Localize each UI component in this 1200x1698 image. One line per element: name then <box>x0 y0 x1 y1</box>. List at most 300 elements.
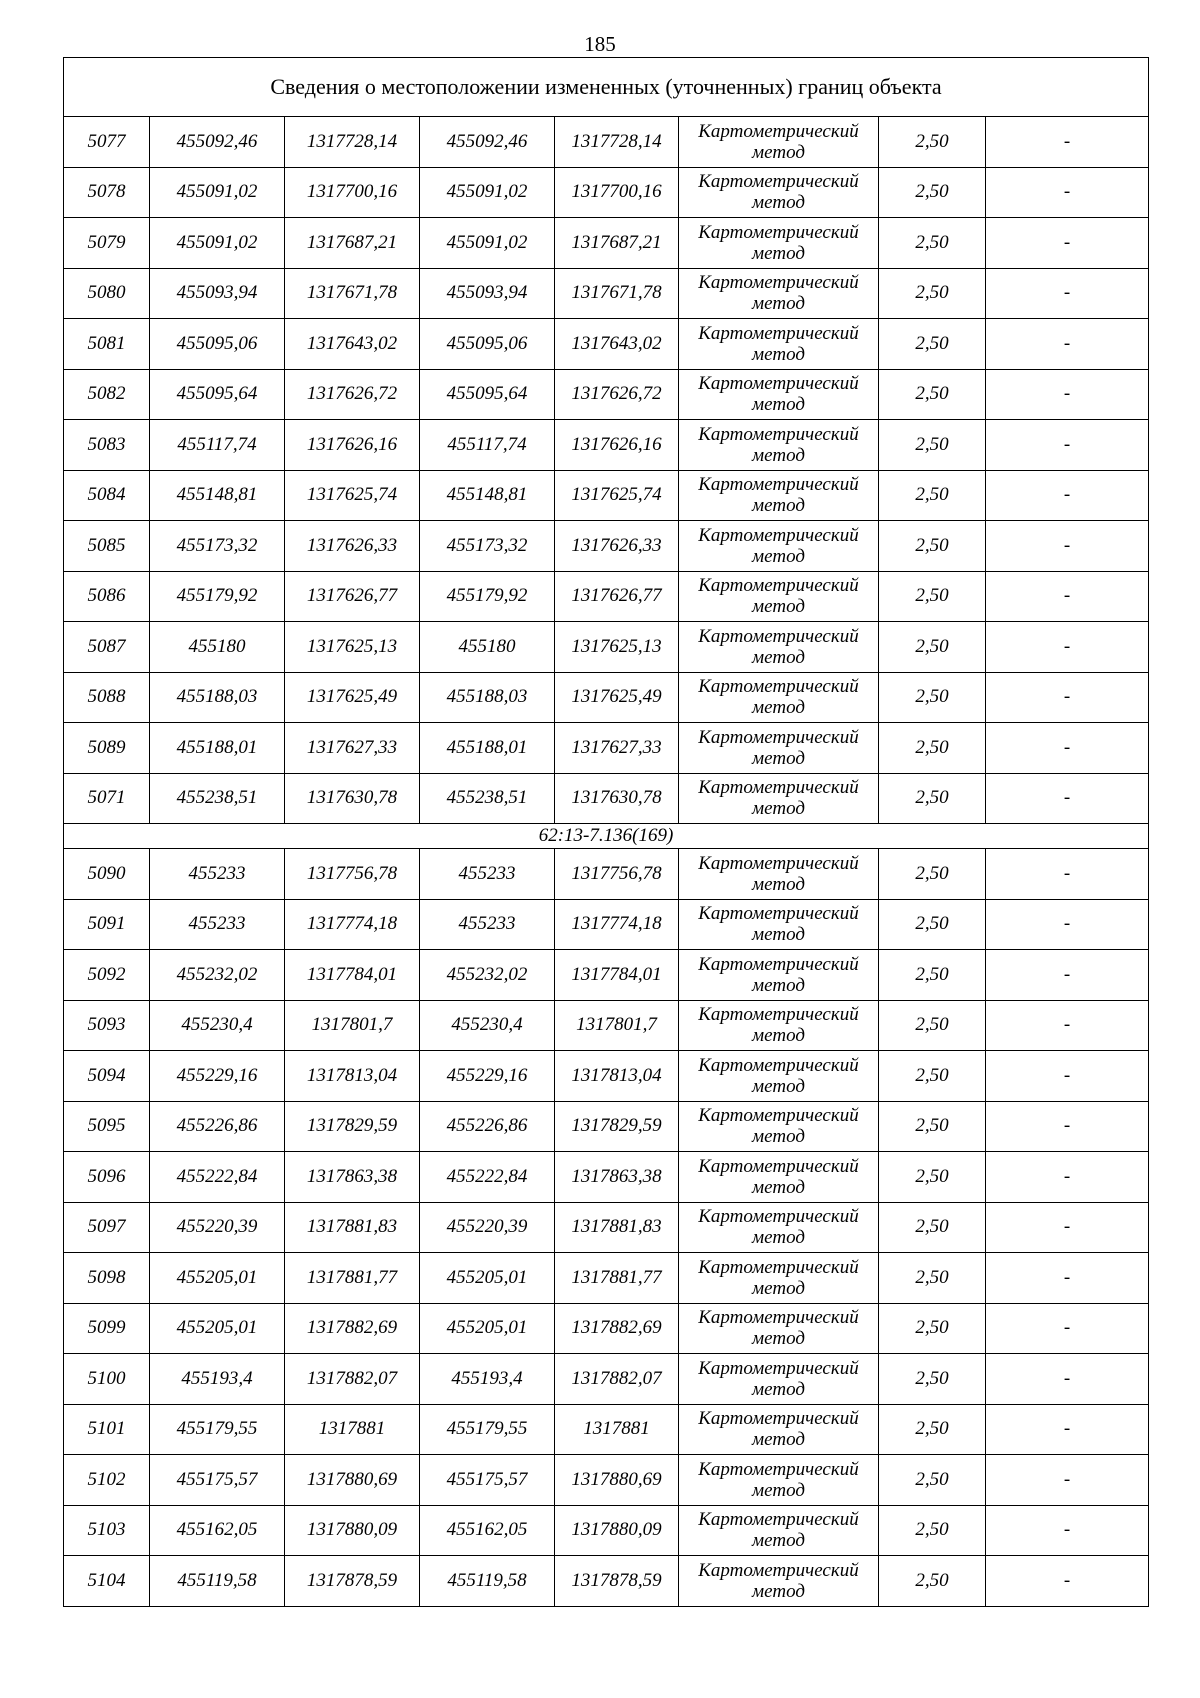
method-cell <box>679 1354 879 1405</box>
method-cell <box>679 1556 879 1607</box>
method-cell <box>679 849 879 900</box>
y-existing-cell: 1317829,59 <box>285 1101 420 1152</box>
method-line-1: Картометрический <box>698 423 859 445</box>
accuracy-cell: 2,50 <box>879 1152 986 1203</box>
note-cell: - <box>986 1354 1149 1405</box>
note-cell: - <box>986 622 1149 673</box>
accuracy-cell: 2,50 <box>879 420 986 471</box>
method-line-1: Картометрический <box>698 171 859 193</box>
method-cell <box>679 369 879 420</box>
table-row <box>64 218 1149 269</box>
note-cell: - <box>986 1505 1149 1556</box>
note-cell: - <box>986 521 1149 572</box>
x-existing-cell: 455095,06 <box>150 319 285 370</box>
y-new-cell: 1317626,33 <box>555 521 679 572</box>
point-number-cell: 5097 <box>64 1202 150 1253</box>
method-line-2: метод <box>752 1530 805 1552</box>
y-existing-cell: 1317801,7 <box>285 1000 420 1051</box>
table-row <box>64 167 1149 218</box>
note-cell: - <box>986 950 1149 1001</box>
accuracy-cell: 2,50 <box>879 1455 986 1506</box>
method-line-2: метод <box>752 1075 805 1097</box>
y-existing-cell: 1317626,33 <box>285 521 420 572</box>
x-existing-cell: 455188,01 <box>150 723 285 774</box>
method-line-2: метод <box>752 924 805 946</box>
x-new-cell: 455095,06 <box>420 319 555 370</box>
method-line-1: Картометрический <box>698 726 859 748</box>
accuracy-cell: 2,50 <box>879 1505 986 1556</box>
accuracy-cell: 2,50 <box>879 672 986 723</box>
x-new-cell: 455119,58 <box>420 1556 555 1607</box>
method-line-2: метод <box>752 1227 805 1249</box>
accuracy-cell: 2,50 <box>879 622 986 673</box>
method-line-2: метод <box>752 545 805 567</box>
x-existing-cell: 455205,01 <box>150 1303 285 1354</box>
method-cell <box>679 1202 879 1253</box>
method-cell <box>679 117 879 168</box>
y-new-cell: 1317880,69 <box>555 1455 679 1506</box>
point-number-cell: 5078 <box>64 167 150 218</box>
method-line-1: Картометрический <box>698 1408 859 1430</box>
method-line-2: метод <box>752 293 805 315</box>
x-new-cell: 455091,02 <box>420 167 555 218</box>
table-row <box>64 622 1149 673</box>
method-line-1: Картометрический <box>698 1307 859 1329</box>
table-row <box>64 117 1149 168</box>
y-new-cell: 1317728,14 <box>555 117 679 168</box>
point-number-cell: 5087 <box>64 622 150 673</box>
point-number-cell: 5084 <box>64 470 150 521</box>
note-cell: - <box>986 849 1149 900</box>
y-new-cell: 1317756,78 <box>555 849 679 900</box>
method-line-2: метод <box>752 1580 805 1602</box>
x-new-cell: 455222,84 <box>420 1152 555 1203</box>
point-number-cell: 5091 <box>64 899 150 950</box>
accuracy-cell: 2,50 <box>879 117 986 168</box>
point-number-cell: 5083 <box>64 420 150 471</box>
y-new-cell: 1317630,78 <box>555 773 679 824</box>
method-line-2: метод <box>752 343 805 365</box>
note-cell: - <box>986 1455 1149 1506</box>
accuracy-cell: 2,50 <box>879 1404 986 1455</box>
accuracy-cell: 2,50 <box>879 1000 986 1051</box>
x-new-cell: 455205,01 <box>420 1253 555 1304</box>
note-cell: - <box>986 167 1149 218</box>
y-new-cell: 1317882,69 <box>555 1303 679 1354</box>
method-line-2: метод <box>752 747 805 769</box>
x-new-cell: 455232,02 <box>420 950 555 1001</box>
section-row <box>64 824 1149 849</box>
accuracy-cell: 2,50 <box>879 1101 986 1152</box>
method-line-2: метод <box>752 242 805 264</box>
method-line-2: метод <box>752 873 805 895</box>
y-existing-cell: 1317627,33 <box>285 723 420 774</box>
y-new-cell: 1317880,09 <box>555 1505 679 1556</box>
method-cell <box>679 420 879 471</box>
method-cell <box>679 622 879 673</box>
y-existing-cell: 1317630,78 <box>285 773 420 824</box>
y-new-cell: 1317625,13 <box>555 622 679 673</box>
x-existing-cell: 455095,64 <box>150 369 285 420</box>
y-existing-cell: 1317626,72 <box>285 369 420 420</box>
method-line-1: Картометрический <box>698 373 859 395</box>
point-number-cell: 5089 <box>64 723 150 774</box>
y-new-cell: 1317700,16 <box>555 167 679 218</box>
method-cell <box>679 1101 879 1152</box>
method-cell <box>679 319 879 370</box>
method-line-2: метод <box>752 697 805 719</box>
y-existing-cell: 1317863,38 <box>285 1152 420 1203</box>
point-number-cell: 5102 <box>64 1455 150 1506</box>
table-row <box>64 1455 1149 1506</box>
x-existing-cell: 455238,51 <box>150 773 285 824</box>
point-number-cell: 5098 <box>64 1253 150 1304</box>
y-new-cell: 1317625,74 <box>555 470 679 521</box>
point-number-cell: 5104 <box>64 1556 150 1607</box>
coordinates-table <box>63 57 1149 1607</box>
y-new-cell: 1317813,04 <box>555 1051 679 1102</box>
x-new-cell: 455175,57 <box>420 1455 555 1506</box>
note-cell: - <box>986 773 1149 824</box>
point-number-cell: 5077 <box>64 117 150 168</box>
method-cell <box>679 899 879 950</box>
note-cell: - <box>986 1000 1149 1051</box>
x-new-cell: 455220,39 <box>420 1202 555 1253</box>
x-existing-cell: 455119,58 <box>150 1556 285 1607</box>
y-existing-cell: 1317882,07 <box>285 1354 420 1405</box>
point-number-cell: 5079 <box>64 218 150 269</box>
table-row <box>64 571 1149 622</box>
y-existing-cell: 1317687,21 <box>285 218 420 269</box>
method-line-2: метод <box>752 798 805 820</box>
point-number-cell: 5071 <box>64 773 150 824</box>
method-line-2: метод <box>752 192 805 214</box>
table-row <box>64 1556 1149 1607</box>
method-line-1: Картометрический <box>698 120 859 142</box>
method-cell <box>679 1152 879 1203</box>
accuracy-cell: 2,50 <box>879 773 986 824</box>
x-existing-cell: 455188,03 <box>150 672 285 723</box>
x-new-cell: 455148,81 <box>420 470 555 521</box>
y-existing-cell: 1317882,69 <box>285 1303 420 1354</box>
note-cell: - <box>986 1556 1149 1607</box>
method-line-2: метод <box>752 1479 805 1501</box>
accuracy-cell: 2,50 <box>879 218 986 269</box>
y-new-cell: 1317801,7 <box>555 1000 679 1051</box>
table-row <box>64 773 1149 824</box>
note-cell: - <box>986 1253 1149 1304</box>
method-line-2: метод <box>752 1025 805 1047</box>
table-row <box>64 1354 1149 1405</box>
x-existing-cell: 455233 <box>150 899 285 950</box>
y-new-cell: 1317626,72 <box>555 369 679 420</box>
table-row <box>64 470 1149 521</box>
accuracy-cell: 2,50 <box>879 1354 986 1405</box>
y-existing-cell: 1317881 <box>285 1404 420 1455</box>
method-line-1: Картометрический <box>698 322 859 344</box>
method-cell <box>679 1303 879 1354</box>
note-cell: - <box>986 1152 1149 1203</box>
method-line-1: Картометрический <box>698 1458 859 1480</box>
accuracy-cell: 2,50 <box>879 521 986 572</box>
y-new-cell: 1317626,77 <box>555 571 679 622</box>
method-cell <box>679 950 879 1001</box>
method-line-1: Картометрический <box>698 1155 859 1177</box>
y-existing-cell: 1317625,74 <box>285 470 420 521</box>
table-row <box>64 672 1149 723</box>
method-line-2: метод <box>752 1378 805 1400</box>
x-new-cell: 455238,51 <box>420 773 555 824</box>
point-number-cell: 5092 <box>64 950 150 1001</box>
y-existing-cell: 1317700,16 <box>285 167 420 218</box>
note-cell: - <box>986 1101 1149 1152</box>
y-existing-cell: 1317881,77 <box>285 1253 420 1304</box>
point-number-cell: 5081 <box>64 319 150 370</box>
x-new-cell: 455233 <box>420 899 555 950</box>
x-new-cell: 455188,01 <box>420 723 555 774</box>
y-existing-cell: 1317643,02 <box>285 319 420 370</box>
x-new-cell: 455226,86 <box>420 1101 555 1152</box>
y-new-cell: 1317784,01 <box>555 950 679 1001</box>
x-new-cell: 455091,02 <box>420 218 555 269</box>
method-line-2: метод <box>752 1429 805 1451</box>
y-existing-cell: 1317626,16 <box>285 420 420 471</box>
table-row <box>64 1152 1149 1203</box>
table-row <box>64 1051 1149 1102</box>
x-new-cell: 455229,16 <box>420 1051 555 1102</box>
y-new-cell: 1317881 <box>555 1404 679 1455</box>
x-existing-cell: 455233 <box>150 849 285 900</box>
note-cell: - <box>986 369 1149 420</box>
point-number-cell: 5088 <box>64 672 150 723</box>
method-line-2: метод <box>752 1126 805 1148</box>
method-line-1: Картометрический <box>698 676 859 698</box>
method-cell <box>679 1000 879 1051</box>
x-existing-cell: 455162,05 <box>150 1505 285 1556</box>
point-number-cell: 5093 <box>64 1000 150 1051</box>
note-cell: - <box>986 571 1149 622</box>
point-number-cell: 5095 <box>64 1101 150 1152</box>
table-row <box>64 1505 1149 1556</box>
x-existing-cell: 455193,4 <box>150 1354 285 1405</box>
y-new-cell: 1317829,59 <box>555 1101 679 1152</box>
method-line-1: Картометрический <box>698 1256 859 1278</box>
x-existing-cell: 455229,16 <box>150 1051 285 1102</box>
method-line-2: метод <box>752 974 805 996</box>
x-new-cell: 455095,64 <box>420 369 555 420</box>
point-number-cell: 5080 <box>64 268 150 319</box>
y-new-cell: 1317625,49 <box>555 672 679 723</box>
section-label: 62:13-7.136(169) <box>64 824 1149 849</box>
y-existing-cell: 1317881,83 <box>285 1202 420 1253</box>
note-cell: - <box>986 1303 1149 1354</box>
table-row <box>64 521 1149 572</box>
accuracy-cell: 2,50 <box>879 369 986 420</box>
accuracy-cell: 2,50 <box>879 1253 986 1304</box>
accuracy-cell: 2,50 <box>879 950 986 1001</box>
method-line-1: Картометрический <box>698 625 859 647</box>
x-existing-cell: 455093,94 <box>150 268 285 319</box>
method-line-2: метод <box>752 1277 805 1299</box>
method-line-2: метод <box>752 444 805 466</box>
method-line-1: Картометрический <box>698 777 859 799</box>
y-existing-cell: 1317880,09 <box>285 1505 420 1556</box>
x-existing-cell: 455179,55 <box>150 1404 285 1455</box>
note-cell: - <box>986 470 1149 521</box>
table-row <box>64 1202 1149 1253</box>
method-line-1: Картометрический <box>698 852 859 874</box>
point-number-cell: 5085 <box>64 521 150 572</box>
x-existing-cell: 455173,32 <box>150 521 285 572</box>
x-new-cell: 455092,46 <box>420 117 555 168</box>
method-line-1: Картометрический <box>698 1054 859 1076</box>
point-number-cell: 5100 <box>64 1354 150 1405</box>
x-existing-cell: 455148,81 <box>150 470 285 521</box>
x-new-cell: 455117,74 <box>420 420 555 471</box>
note-cell: - <box>986 420 1149 471</box>
method-line-2: метод <box>752 646 805 668</box>
x-existing-cell: 455180 <box>150 622 285 673</box>
method-line-1: Картометрический <box>698 272 859 294</box>
table-row <box>64 420 1149 471</box>
x-new-cell: 455093,94 <box>420 268 555 319</box>
y-new-cell: 1317881,77 <box>555 1253 679 1304</box>
note-cell: - <box>986 1051 1149 1102</box>
table-row <box>64 849 1149 900</box>
table-title-row <box>64 58 1149 117</box>
accuracy-cell: 2,50 <box>879 1051 986 1102</box>
table-row <box>64 1303 1149 1354</box>
method-line-2: метод <box>752 495 805 517</box>
note-cell: - <box>986 1202 1149 1253</box>
method-line-2: метод <box>752 394 805 416</box>
y-existing-cell: 1317626,77 <box>285 571 420 622</box>
method-line-1: Картометрический <box>698 953 859 975</box>
accuracy-cell: 2,50 <box>879 1303 986 1354</box>
x-existing-cell: 455091,02 <box>150 218 285 269</box>
point-number-cell: 5101 <box>64 1404 150 1455</box>
method-line-1: Картометрический <box>698 1004 859 1026</box>
method-cell <box>679 723 879 774</box>
x-new-cell: 455188,03 <box>420 672 555 723</box>
y-new-cell: 1317878,59 <box>555 1556 679 1607</box>
note-cell: - <box>986 319 1149 370</box>
method-cell <box>679 571 879 622</box>
method-line-1: Картометрический <box>698 1559 859 1581</box>
method-cell <box>679 470 879 521</box>
note-cell: - <box>986 1404 1149 1455</box>
y-existing-cell: 1317671,78 <box>285 268 420 319</box>
x-new-cell: 455233 <box>420 849 555 900</box>
method-line-2: метод <box>752 141 805 163</box>
x-existing-cell: 455230,4 <box>150 1000 285 1051</box>
method-cell <box>679 1455 879 1506</box>
method-line-1: Картометрический <box>698 474 859 496</box>
method-cell <box>679 1051 879 1102</box>
method-line-1: Картометрический <box>698 1509 859 1531</box>
table-row <box>64 369 1149 420</box>
method-cell <box>679 1505 879 1556</box>
y-new-cell: 1317643,02 <box>555 319 679 370</box>
accuracy-cell: 2,50 <box>879 849 986 900</box>
method-cell <box>679 167 879 218</box>
method-line-2: метод <box>752 1176 805 1198</box>
point-number-cell: 5099 <box>64 1303 150 1354</box>
y-existing-cell: 1317878,59 <box>285 1556 420 1607</box>
table-row <box>64 1253 1149 1304</box>
note-cell: - <box>986 723 1149 774</box>
method-line-1: Картометрический <box>698 1206 859 1228</box>
y-existing-cell: 1317625,49 <box>285 672 420 723</box>
y-new-cell: 1317626,16 <box>555 420 679 471</box>
y-new-cell: 1317774,18 <box>555 899 679 950</box>
table-row <box>64 723 1149 774</box>
point-number-cell: 5082 <box>64 369 150 420</box>
table-row <box>64 899 1149 950</box>
x-existing-cell: 455117,74 <box>150 420 285 471</box>
x-existing-cell: 455091,02 <box>150 167 285 218</box>
method-cell <box>679 1253 879 1304</box>
table-row <box>64 268 1149 319</box>
accuracy-cell: 2,50 <box>879 1556 986 1607</box>
y-existing-cell: 1317784,01 <box>285 950 420 1001</box>
table-row <box>64 319 1149 370</box>
point-number-cell: 5096 <box>64 1152 150 1203</box>
method-line-1: Картометрический <box>698 903 859 925</box>
note-cell: - <box>986 672 1149 723</box>
y-new-cell: 1317671,78 <box>555 268 679 319</box>
y-existing-cell: 1317813,04 <box>285 1051 420 1102</box>
x-existing-cell: 455175,57 <box>150 1455 285 1506</box>
x-existing-cell: 455179,92 <box>150 571 285 622</box>
x-existing-cell: 455220,39 <box>150 1202 285 1253</box>
table-title: Сведения о местоположении измененных (уточненных) границ объекта <box>64 58 1149 117</box>
method-line-1: Картометрический <box>698 575 859 597</box>
point-number-cell: 5090 <box>64 849 150 900</box>
method-cell <box>679 1404 879 1455</box>
page-number: 185 <box>584 32 616 56</box>
method-cell <box>679 218 879 269</box>
method-line-2: метод <box>752 596 805 618</box>
table-row <box>64 1404 1149 1455</box>
accuracy-cell: 2,50 <box>879 899 986 950</box>
x-existing-cell: 455092,46 <box>150 117 285 168</box>
x-existing-cell: 455222,84 <box>150 1152 285 1203</box>
table-row <box>64 1000 1149 1051</box>
accuracy-cell: 2,50 <box>879 1202 986 1253</box>
note-cell: - <box>986 268 1149 319</box>
method-line-1: Картометрический <box>698 524 859 546</box>
y-new-cell: 1317881,83 <box>555 1202 679 1253</box>
y-existing-cell: 1317625,13 <box>285 622 420 673</box>
table-row <box>64 1101 1149 1152</box>
point-number-cell: 5094 <box>64 1051 150 1102</box>
accuracy-cell: 2,50 <box>879 319 986 370</box>
y-new-cell: 1317687,21 <box>555 218 679 269</box>
x-new-cell: 455205,01 <box>420 1303 555 1354</box>
method-cell <box>679 268 879 319</box>
accuracy-cell: 2,50 <box>879 268 986 319</box>
x-new-cell: 455230,4 <box>420 1000 555 1051</box>
x-new-cell: 455180 <box>420 622 555 673</box>
x-new-cell: 455193,4 <box>420 1354 555 1405</box>
x-existing-cell: 455226,86 <box>150 1101 285 1152</box>
y-new-cell: 1317863,38 <box>555 1152 679 1203</box>
x-new-cell: 455162,05 <box>420 1505 555 1556</box>
method-cell <box>679 672 879 723</box>
accuracy-cell: 2,50 <box>879 167 986 218</box>
note-cell: - <box>986 899 1149 950</box>
